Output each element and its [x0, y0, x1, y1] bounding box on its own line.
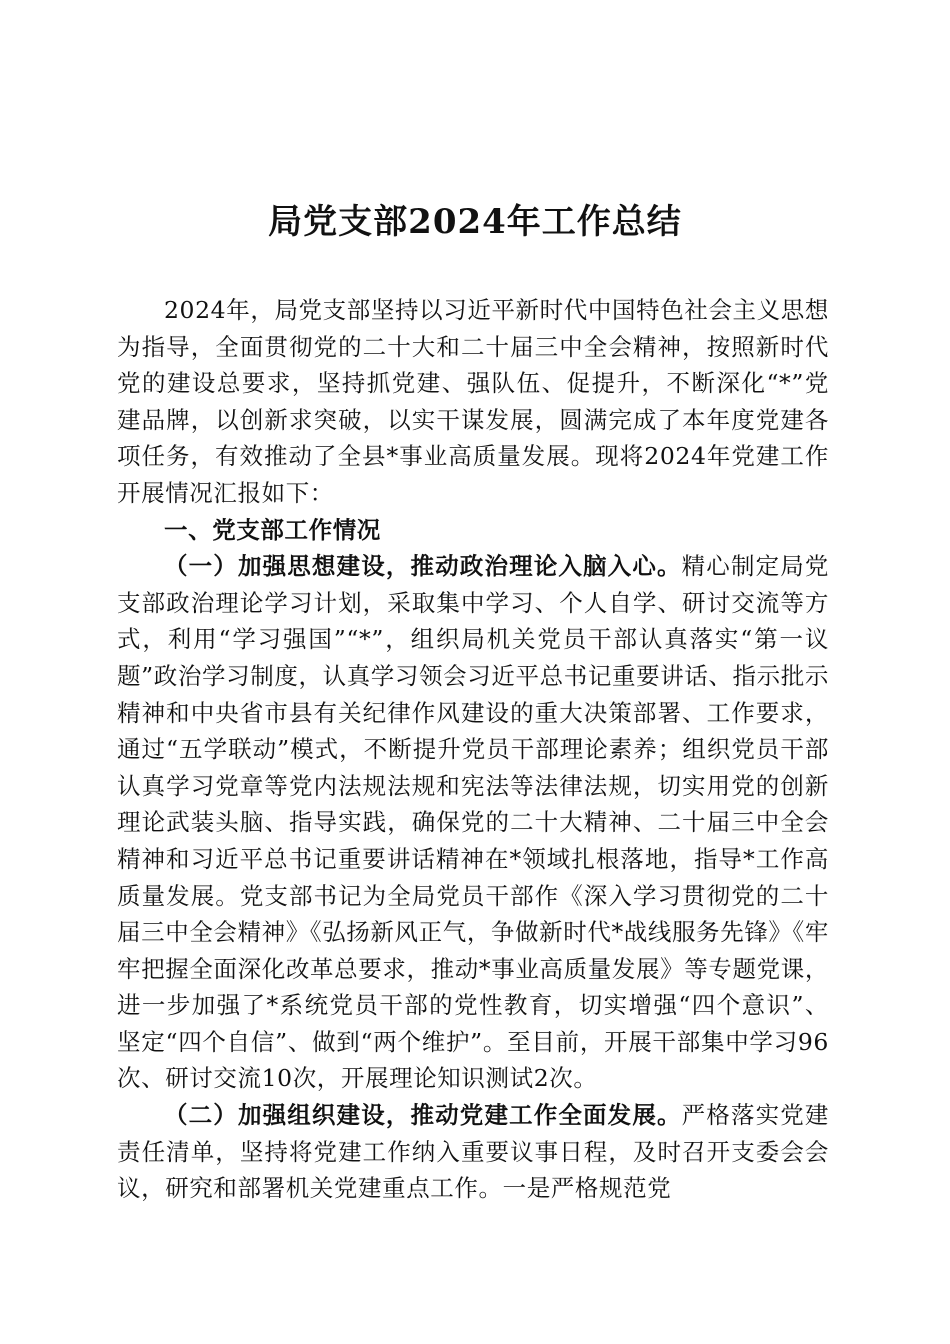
intro-paragraph: 2024年，局党支部坚持以习近平新时代中国特色社会主义思想为指导，全面贯彻党的二十大和二十届三中全会精神，按照新时代党的建设总要求，坚持抓党建、强队伍、促提升，不断深化“*”党建品牌，以创新求突破，以实干谋发展，圆满完成了本年度党建各项任务，有效推动了全县*事业高质量发展。现将2024年党建工作开展情况汇报如下： [117, 296, 829, 507]
subsection-2-paragraph [117, 1097, 829, 1207]
subsection-1-lead: （一）加强思想建设，推动政治理论入脑入心。 [164, 552, 682, 581]
subsection-2-text: 严格落实党建责任清单，坚持将党建工作纳入重要议事日程，及时召开支委会会议，研究和部署机关党建重点工作。一是严格规范党 [117, 1101, 829, 1203]
subsection-2-lead: （二）加强组织建设，推动党建工作全面发展。 [164, 1101, 682, 1130]
subsection-1-paragraph [117, 548, 829, 1097]
document-title: 局党支部2024年工作总结 [268, 202, 682, 242]
section-heading-1: 一、党支部工作情况 [164, 515, 381, 544]
subsection-1-text: 精心制定局党支部政治理论学习计划，采取集中学习、个人自学、研讨交流等方式，利用“学习强国”“*”，组织局机关党员干部认真落实“第一议题”政治学习制度，认真学习领会习近平总书记重要讲话、指示批示精神和中央省市县有关纪律作风建设的重大决策部署、工作要求，通过“五学联动”模式，不断提升党员干部理论素养；组织党员干部认真学习党章等党内法规法规和宪法等法律法规，切实用党的创新理论武装头脑、指导实践，确保党的二十大精神、二十届三中全会精神和习近平总书记重要讲话精神在*领域扎根落地，指导*工作高质量发展。党支部书记为全局党员干部作《深入学习贯彻党的二十届三中全会精神》《弘扬新风正气，争做新时代*战线服务先锋》《牢牢把握全面深化改革总要求，推动*事业高质量发展》等专题党课，进一步加强了*系统党员干部的党性教育，切实增强“四个意识”、坚定“四个自信”、做到“两个维护”。至目前，开展干部集中学习96次、研讨交流10次，开展理论知识测试2次。 [117, 552, 829, 1093]
document-body [117, 292, 829, 1207]
